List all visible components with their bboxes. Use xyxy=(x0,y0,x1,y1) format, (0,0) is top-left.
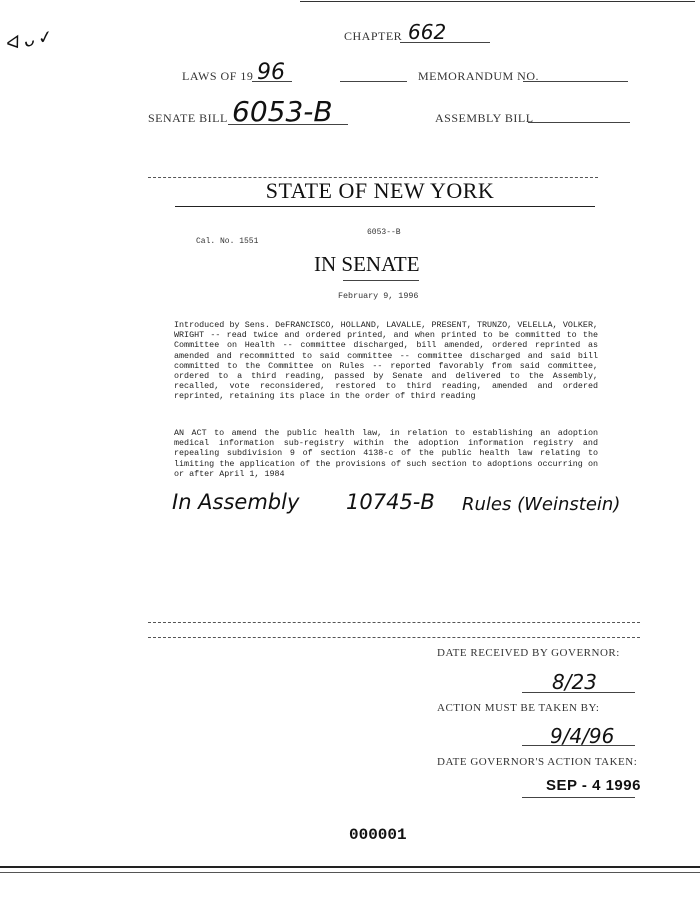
assembly-bill-underline xyxy=(528,122,630,123)
state-title: STATE OF NEW YORK xyxy=(265,178,495,203)
handwritten-assembly-committee: Rules (Weinstein) xyxy=(462,494,621,515)
chapter-underline xyxy=(400,42,490,43)
laws-label: LAWS OF 19 xyxy=(182,69,254,83)
action-deadline-label: ACTION MUST BE TAKEN BY: xyxy=(437,702,600,714)
act-text: AN ACT to amend the public health law, in relation to establishing an adoption medical information sub-registry within the adoption information registry and repealing subdivision 9 of section 4138-c of the public health law relating to limiting the application of the provisions of such section to adoptions occurring on or after April 1, 1984 xyxy=(174,428,598,479)
date-received-label: DATE RECEIVED BY GOVERNOR: xyxy=(437,647,620,659)
bottom-rule-2 xyxy=(0,872,700,873)
action-taken-underline xyxy=(522,797,635,798)
lower-rule-2 xyxy=(148,637,640,638)
memorandum-underline xyxy=(523,81,628,82)
margin-mark: ᐊ ᴗ ✓ xyxy=(4,26,55,55)
bill-number: 6053--B xyxy=(367,228,401,237)
action-taken-label: DATE GOVERNOR'S ACTION TAKEN: xyxy=(437,756,638,768)
bottom-rule xyxy=(0,866,700,868)
page-number: 000001 xyxy=(349,826,407,844)
memorandum-label: MEMORANDUM NO. xyxy=(418,69,540,83)
handwritten-in-assembly: In Assembly xyxy=(172,490,300,514)
date-received-underline xyxy=(522,692,635,693)
senate-bill-value: 6053-B xyxy=(232,95,333,128)
date-received-value: 8/23 xyxy=(552,670,597,694)
action-deadline-value: 9/4/96 xyxy=(550,724,615,748)
top-rule xyxy=(300,1,695,2)
assembly-bill-label: ASSEMBLY BILL xyxy=(435,111,534,125)
title-bottom-rule xyxy=(175,206,595,207)
introduction-text: Introduced by Sens. DeFRANCISCO, HOLLAND, LAVALLE, PRESENT, TRUNZO, VELELLA, VOLKER, WRIGHT -- read twice and ordered printed, and when printed to be committed to the Committee on Health -- committee discharged, bill amended, ordered reprinted as amended and recommitted to said committee -- committee discharged and said bill committed to the Committee on Rules -- reported favorably from said committee, ordered to a third reading, passed by Senate and delivered to the Assembly, recalled, vote reconsidered, restored to third reading, amended and ordered reprinted, retaining its place in the order of third reading xyxy=(174,320,598,402)
chapter-label: CHAPTER xyxy=(344,29,403,43)
bill-date: February 9, 1996 xyxy=(338,291,419,301)
laws-year: 96 xyxy=(257,60,285,85)
lower-rule-1 xyxy=(148,622,640,623)
senate-bill-underline xyxy=(228,124,348,125)
chamber-underline xyxy=(343,280,419,281)
handwritten-assembly-number: 10745-B xyxy=(346,490,435,514)
senate-bill-label: SENATE BILL xyxy=(148,111,228,125)
laws-underline xyxy=(252,81,292,82)
action-deadline-underline xyxy=(522,745,635,746)
chapter-value: 662 xyxy=(408,20,447,44)
laws-blank-line xyxy=(340,81,407,82)
action-taken-stamp: SEP - 4 1996 xyxy=(546,777,641,794)
chamber-title: IN SENATE xyxy=(314,252,420,276)
cal-number: Cal. No. 1551 xyxy=(196,237,259,246)
